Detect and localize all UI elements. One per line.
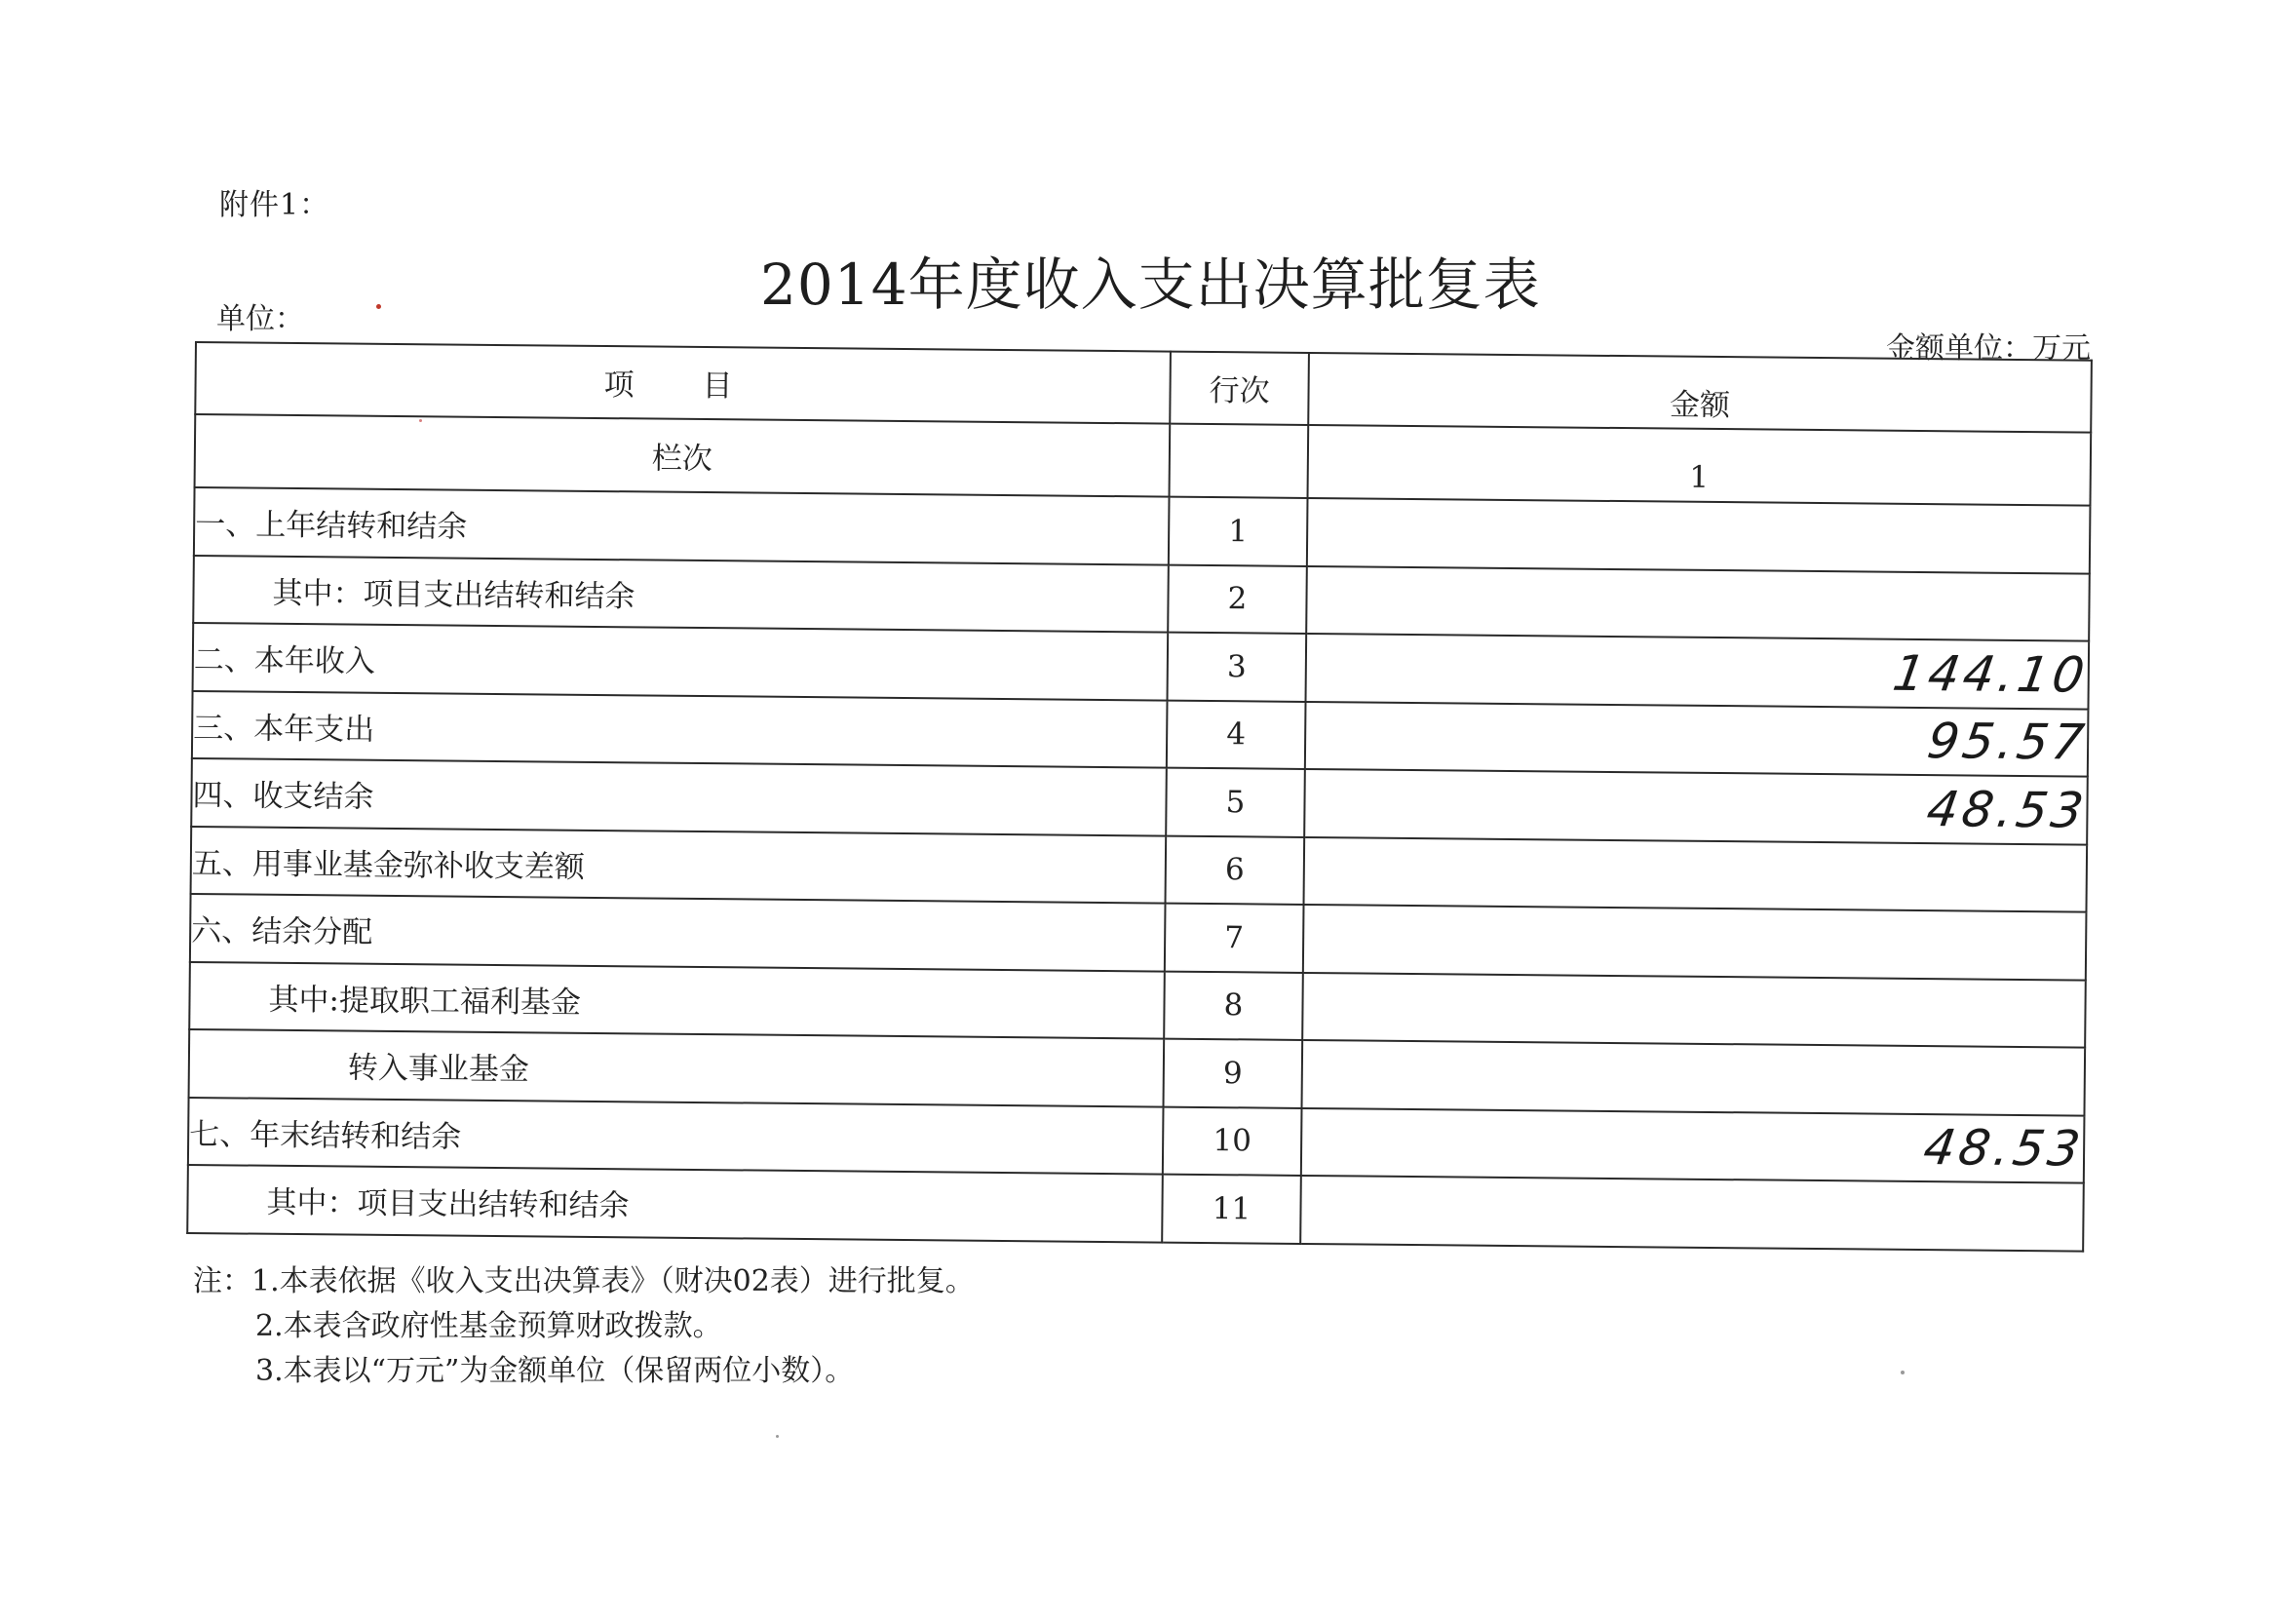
column-header-amount: 金额: [1308, 353, 2092, 432]
row-number: 5: [1166, 768, 1305, 837]
row-item-label: 转入事业基金: [189, 1029, 1165, 1106]
row-item-label: 五、用事业基金弥补收支差额: [191, 826, 1167, 903]
row-item-label: 一、上年结转和结余: [194, 487, 1170, 564]
row-amount: [1302, 972, 2086, 1047]
row-amount: [1304, 769, 2091, 844]
row-number: 2: [1168, 564, 1307, 634]
row-number: 4: [1167, 700, 1306, 769]
row-item-label: 六、结余分配: [190, 894, 1166, 971]
row-item-label: 二、本年收入: [193, 623, 1169, 700]
row-item-label: 其中:提取职工福利基金: [189, 961, 1165, 1038]
row-number: 10: [1163, 1106, 1302, 1176]
note-line-1: 注：1.本表依据《收入支出决算表》（财决02表）进行批复。: [193, 1264, 975, 1298]
row-item-label: 三、本年支出: [192, 690, 1168, 767]
scan-speck: [376, 304, 381, 309]
scan-speck: [419, 419, 422, 422]
row-amount: [1305, 701, 2092, 776]
unit-label: 单位：: [216, 302, 304, 336]
row-amount: [1306, 634, 2093, 709]
column-header-row-no: 行次: [1170, 352, 1309, 425]
settlement-table-wrapper: [186, 341, 2091, 1252]
row-number: 8: [1164, 971, 1303, 1040]
table-notes: [193, 1259, 975, 1394]
row-item-label: 其中：项目支出结转和结余: [187, 1165, 1163, 1242]
column-index-amount: 1: [1308, 424, 2092, 505]
row-number: 3: [1168, 633, 1307, 702]
handwritten-amount: 48.53: [1922, 780, 2091, 839]
row-number: 11: [1162, 1175, 1301, 1244]
row-amount: [1304, 836, 2088, 911]
row-amount: [1301, 1107, 2088, 1182]
row-amount: [1306, 565, 2090, 640]
note-line-3: 3.本表以“万元”为金额单位（保留两位小数）。: [255, 1354, 855, 1388]
note-line-2: 2.本表含政府性基金预算财政拨款。: [255, 1309, 722, 1343]
column-header-item: 项 目: [195, 342, 1171, 423]
handwritten-amount: 144.10: [1889, 644, 2093, 704]
row-number: 1: [1169, 497, 1308, 566]
row-item-label: 四、收支结余: [191, 758, 1167, 835]
document-title: 2014年度收入支出决算批复表: [760, 251, 1541, 318]
row-item-label: 七、年末结转和结余: [188, 1097, 1164, 1174]
row-amount: [1303, 905, 2087, 980]
attachment-label: 附件1：: [219, 188, 330, 222]
scan-speck: [1901, 1371, 1905, 1374]
row-amount: [1307, 498, 2091, 573]
column-index-row-no: [1170, 423, 1309, 498]
column-index-item: 栏次: [195, 414, 1171, 497]
handwritten-amount: 95.57: [1923, 713, 2092, 771]
row-number: 7: [1165, 904, 1304, 973]
handwritten-amount: 48.53: [1919, 1119, 2088, 1178]
row-amount: [1302, 1040, 2086, 1115]
scan-speck: [776, 1435, 779, 1438]
row-number: 9: [1164, 1039, 1303, 1108]
row-item-label: 其中：项目支出结转和结余: [193, 555, 1169, 632]
row-amount: [1300, 1176, 2084, 1251]
row-number: 6: [1166, 835, 1305, 905]
amount-unit-label: 金额单位：万元: [1886, 331, 2091, 366]
settlement-table: [186, 341, 2093, 1252]
